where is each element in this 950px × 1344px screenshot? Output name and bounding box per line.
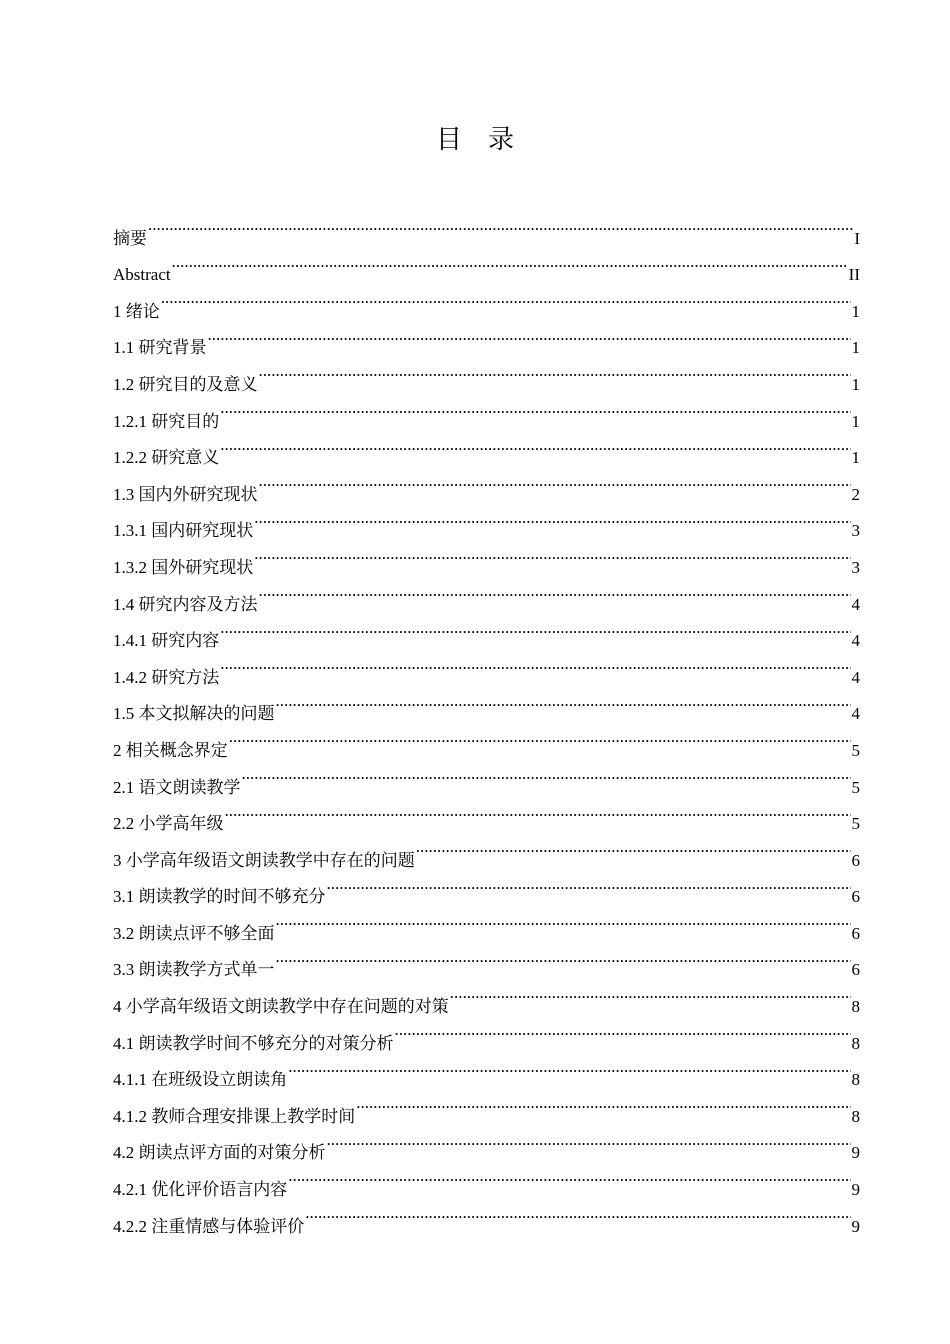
toc-entry-page-number: 3 xyxy=(851,521,860,541)
toc-entry-label: 1.3 国内外研究现状 xyxy=(113,484,258,504)
toc-entry-label: 1 绪论 xyxy=(113,301,160,321)
toc-dot-leader xyxy=(242,756,851,793)
toc-entry-page-number: 1 xyxy=(851,411,860,431)
toc-entry-page-number: 5 xyxy=(851,740,860,760)
toc-dot-leader xyxy=(416,829,851,866)
toc-dot-leader xyxy=(220,427,850,464)
toc-entry[interactable] xyxy=(113,427,860,468)
toc-entry-page-number: 6 xyxy=(851,923,860,943)
toc-entry[interactable] xyxy=(113,829,860,870)
toc-entry[interactable] xyxy=(113,683,860,724)
toc-dot-leader xyxy=(254,536,850,573)
toc-entry-page-number: 8 xyxy=(851,1070,860,1090)
toc-entry-label: 1.2.1 研究目的 xyxy=(113,411,220,431)
toc-entry[interactable] xyxy=(113,390,860,431)
toc-entry-page-number: 4 xyxy=(851,667,860,687)
toc-dot-leader xyxy=(288,1158,850,1195)
toc-entry-label: 1.2.2 研究意义 xyxy=(113,448,220,468)
table-of-contents xyxy=(113,207,860,1236)
toc-entry-page-number: 3 xyxy=(851,557,860,577)
toc-entry-label: Abstract xyxy=(113,265,171,285)
toc-dot-leader xyxy=(356,1085,850,1122)
toc-entry-page-number: I xyxy=(854,228,860,248)
toc-dot-leader xyxy=(288,1049,850,1086)
toc-dot-leader xyxy=(220,646,850,683)
toc-entry-label: 3 小学高年级语文朗读教学中存在的问题 xyxy=(113,850,415,870)
toc-entry-label: 1.4.1 研究内容 xyxy=(113,631,220,651)
toc-entry[interactable] xyxy=(113,244,860,285)
toc-entry-page-number: II xyxy=(848,265,860,285)
toc-entry-page-number: 8 xyxy=(851,1033,860,1053)
page-title: 目录 xyxy=(435,125,540,155)
toc-entry-page-number: 6 xyxy=(851,960,860,980)
toc-entry[interactable] xyxy=(113,463,860,504)
toc-entry-label: 4 小学高年级语文朗读教学中存在问题的对策 xyxy=(113,997,449,1017)
toc-dot-leader xyxy=(276,683,851,720)
toc-entry-page-number: 4 xyxy=(851,594,860,614)
toc-entry-label: 3.1 朗读教学的时间不够充分 xyxy=(113,887,326,907)
toc-entry-page-number: 9 xyxy=(851,1143,860,1163)
toc-dot-leader xyxy=(161,280,851,317)
toc-entry-page-number: 4 xyxy=(851,704,860,724)
toc-entry-page-number: 8 xyxy=(851,997,860,1017)
toc-entry-page-number: 4 xyxy=(851,631,860,651)
toc-entry-label: 1.3.1 国内研究现状 xyxy=(113,521,254,541)
toc-entry-label: 4.2.2 注重情感与体验评价 xyxy=(113,1216,305,1236)
toc-entry-label: 1.4 研究内容及方法 xyxy=(113,594,258,614)
toc-entry-page-number: 9 xyxy=(851,1180,860,1200)
toc-entry-label: 2 相关概念界定 xyxy=(113,740,228,760)
toc-dot-leader xyxy=(450,975,851,1012)
toc-dot-leader xyxy=(229,719,851,756)
toc-entry-label: 4.2.1 优化评价语言内容 xyxy=(113,1180,288,1200)
toc-entry[interactable] xyxy=(113,280,860,321)
toc-entry-label: 摘要 xyxy=(113,228,147,248)
toc-entry-label: 2.1 语文朗读教学 xyxy=(113,777,241,797)
toc-dot-leader xyxy=(276,902,851,939)
toc-entry-label: 1.4.2 研究方法 xyxy=(113,667,220,687)
toc-entry-label: 1.2 研究目的及意义 xyxy=(113,374,258,394)
toc-dot-leader xyxy=(327,1122,851,1159)
toc-entry-page-number: 1 xyxy=(851,374,860,394)
toc-dot-leader xyxy=(208,317,851,354)
toc-entry-label: 4.1.2 教师合理安排课上教学时间 xyxy=(113,1106,356,1126)
toc-entry-label: 1.3.2 国外研究现状 xyxy=(113,557,254,577)
toc-dot-leader xyxy=(395,1012,851,1049)
toc-entry-label: 1.5 本文拟解决的问题 xyxy=(113,704,275,724)
toc-entry-page-number: 9 xyxy=(851,1216,860,1236)
toc-entry[interactable] xyxy=(113,317,860,358)
toc-entry[interactable] xyxy=(113,353,860,394)
toc-dot-leader xyxy=(172,244,848,281)
toc-dot-leader xyxy=(259,353,851,390)
toc-entry-page-number: 6 xyxy=(851,887,860,907)
toc-entry-page-number: 5 xyxy=(851,814,860,834)
toc-entry-label: 4.2 朗读点评方面的对策分析 xyxy=(113,1143,326,1163)
toc-entry-page-number: 1 xyxy=(851,338,860,358)
toc-entry-page-number: 2 xyxy=(851,484,860,504)
toc-dot-leader xyxy=(148,207,853,244)
toc-dot-leader xyxy=(327,866,851,903)
toc-entry[interactable] xyxy=(113,207,860,248)
toc-dot-leader xyxy=(259,573,851,610)
toc-entry[interactable] xyxy=(113,646,860,687)
toc-entry-page-number: 1 xyxy=(851,448,860,468)
toc-dot-leader xyxy=(225,793,851,830)
toc-dot-leader xyxy=(276,939,851,976)
toc-entry[interactable] xyxy=(113,793,860,834)
toc-entry-label: 1.1 研究背景 xyxy=(113,338,207,358)
toc-entry-label: 4.1 朗读教学时间不够充分的对策分析 xyxy=(113,1033,394,1053)
toc-dot-leader xyxy=(220,390,850,427)
toc-entry[interactable] xyxy=(113,610,860,651)
toc-dot-leader xyxy=(305,1195,850,1232)
toc-dot-leader xyxy=(259,463,851,500)
toc-entry-page-number: 6 xyxy=(851,850,860,870)
toc-dot-leader xyxy=(220,610,850,647)
toc-entry-label: 3.2 朗读点评不够全面 xyxy=(113,923,275,943)
toc-dot-leader xyxy=(254,500,850,537)
toc-entry-page-number: 8 xyxy=(851,1106,860,1126)
toc-entry-page-number: 1 xyxy=(851,301,860,321)
toc-entry-label: 3.3 朗读教学方式单一 xyxy=(113,960,275,980)
toc-entry-label: 4.1.1 在班级设立朗读角 xyxy=(113,1070,288,1090)
toc-entry-page-number: 5 xyxy=(851,777,860,797)
toc-entry-label: 2.2 小学高年级 xyxy=(113,814,224,834)
